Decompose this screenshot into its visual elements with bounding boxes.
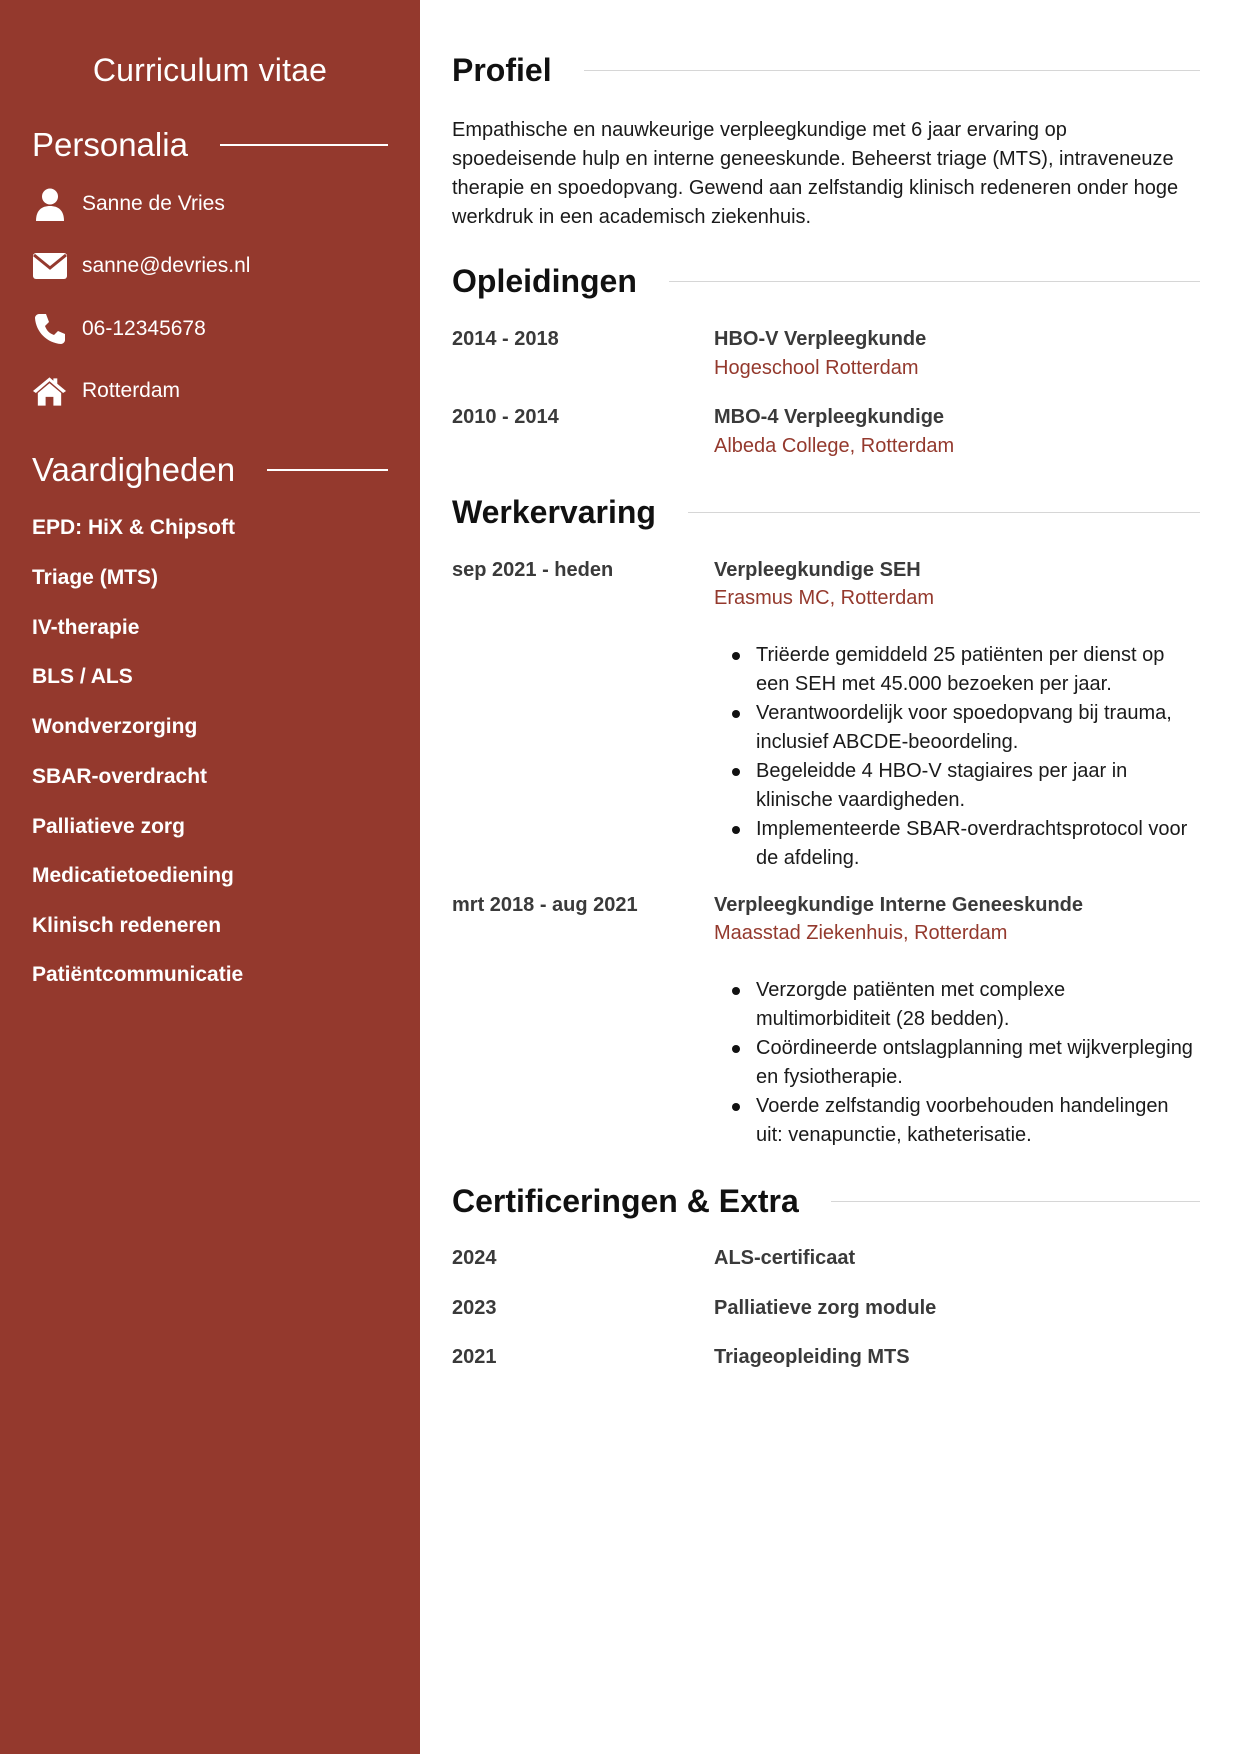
list-item: Triëerde gemiddeld 25 patiënten per dienst op een SEH met 45.000 bezoeken per jaar.	[714, 641, 1200, 699]
contact-name-text: Sanne de Vries	[82, 192, 225, 215]
experience-title: Verpleegkundige SEH	[714, 559, 921, 581]
contact-phone-text[interactable]: 06-12345678	[82, 317, 206, 340]
sidebar	[0, 0, 420, 1754]
skill-item: EPD: HiX & Chipsoft	[32, 516, 235, 539]
experience-title: Verpleegkundige Interne Geneeskunde	[714, 894, 1084, 916]
experience-period: mrt 2018 - aug 2021	[452, 894, 638, 916]
certification-year: 2023	[452, 1297, 497, 1319]
phone-icon	[32, 312, 67, 347]
experience-period: sep 2021 - heden	[452, 559, 614, 581]
skill-item: Klinisch redeneren	[32, 914, 222, 937]
education-heading-label: Opleidingen	[452, 263, 637, 299]
user-icon	[32, 187, 67, 222]
contact-email[interactable]	[32, 246, 250, 286]
certification-title: Palliatieve zorg module	[714, 1297, 937, 1319]
certification-year: 2021	[452, 1346, 497, 1368]
heading-divider	[267, 469, 388, 471]
skills-heading	[32, 451, 388, 489]
skills-heading-label: Vaardigheden	[32, 451, 236, 488]
skill-item: BLS / ALS	[32, 665, 133, 688]
education-heading	[452, 263, 1200, 300]
skill-item: Wondverzorging	[32, 715, 198, 738]
certifications-heading-label: Certificeringen & Extra	[452, 1183, 799, 1219]
certification-title: Triageopleiding MTS	[714, 1346, 910, 1368]
skill-item: Medicatietoediening	[32, 864, 234, 887]
experience-heading-label: Werkervaring	[452, 494, 656, 530]
cv-title: Curriculum vitae	[92, 52, 328, 88]
skill-item: Triage (MTS)	[32, 566, 159, 589]
education-period: 2010 - 2014	[452, 406, 559, 428]
heading-divider	[220, 144, 388, 146]
experience-bullets	[714, 641, 1200, 873]
personalia-heading	[32, 126, 388, 164]
skill-item: Patiëntcommunicatie	[32, 963, 244, 986]
education-title: MBO-4 Verpleegkundige	[714, 406, 945, 428]
list-item: Begeleidde 4 HBO-V stagiaires per jaar in klinische vaardigheden.	[714, 757, 1200, 815]
contact-phone[interactable]	[32, 309, 206, 349]
personalia-heading-label: Personalia	[32, 126, 188, 163]
experience-employer: Erasmus MC, Rotterdam	[714, 587, 935, 609]
list-item: Coördineerde ontslagplanning met wijkverpleging en fysiotherapie.	[714, 1034, 1200, 1092]
certifications-heading	[452, 1183, 1200, 1220]
skill-item: IV-therapie	[32, 616, 140, 639]
list-item: Voerde zelfstandig voorbehouden handelingen uit: venapunctie, katheterisatie.	[714, 1092, 1200, 1150]
list-item: Verantwoordelijk voor spoedopvang bij trauma, inclusief ABCDE-beoordeling.	[714, 699, 1200, 757]
section-divider	[669, 281, 1200, 282]
contact-location-text: Rotterdam	[82, 379, 181, 402]
contact-name	[32, 184, 225, 224]
contact-email-text[interactable]: sanne@devries.nl	[82, 254, 251, 277]
experience-employer: Maasstad Ziekenhuis, Rotterdam	[714, 922, 1008, 944]
contact-location	[32, 371, 180, 411]
skill-item: Palliatieve zorg	[32, 815, 185, 838]
experience-heading	[452, 494, 1200, 531]
education-title: HBO-V Verpleegkunde	[714, 328, 927, 350]
skill-item: SBAR-overdracht	[32, 765, 208, 788]
section-divider	[688, 512, 1200, 513]
education-institution: Albeda College, Rotterdam	[714, 435, 955, 457]
list-item: Implementeerde SBAR-overdrachtsprotocol voor de afdeling.	[714, 815, 1200, 873]
list-item: Verzorgde patiënten met complexe multimorbiditeit (28 bedden).	[714, 976, 1200, 1034]
section-divider	[831, 1201, 1200, 1202]
home-icon	[32, 374, 67, 409]
profile-text: Empathische en nauwkeurige verpleegkundige met 6 jaar ervaring op spoedeisende hulp en interne geneeskunde. Beheerst triage (MTS), intraveneuze therapie en spoedopvang. Gewend aan zelfstandig klinisch redeneren onder hoge werkdruk in een academisch ziekenhuis.	[452, 119, 1179, 228]
section-divider	[584, 70, 1200, 71]
certification-year: 2024	[452, 1247, 497, 1269]
education-period: 2014 - 2018	[452, 328, 559, 350]
profile-heading	[452, 52, 1200, 89]
experience-bullets	[714, 976, 1200, 1150]
profile-heading-label: Profiel	[452, 52, 552, 88]
certification-title: ALS-certificaat	[714, 1247, 856, 1269]
envelope-icon	[32, 249, 67, 284]
education-institution: Hogeschool Rotterdam	[714, 357, 919, 379]
